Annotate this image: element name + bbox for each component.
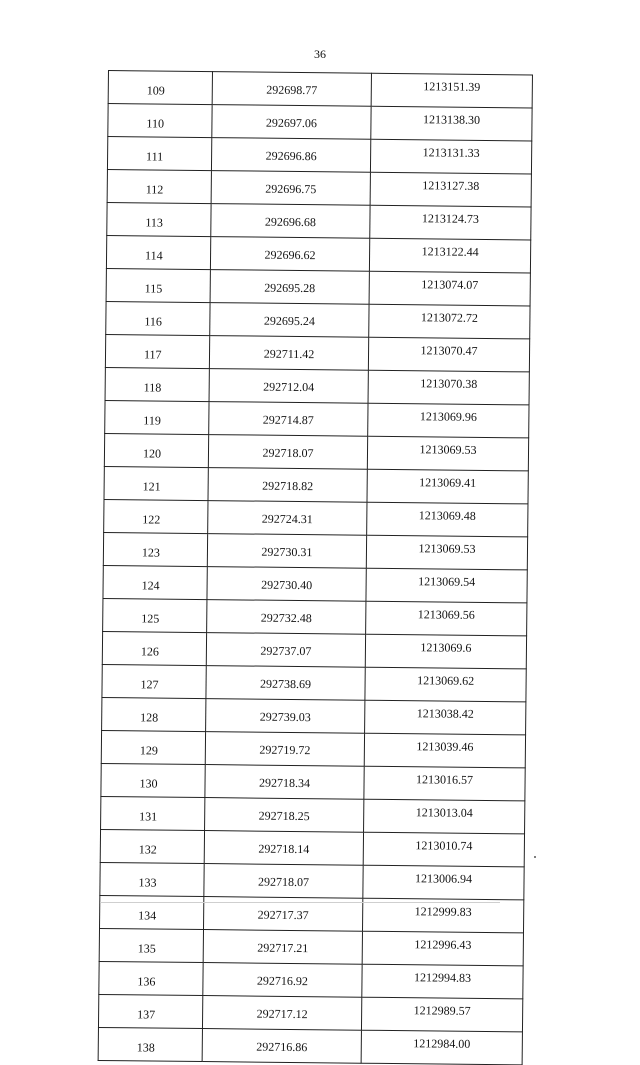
x-coordinate-cell: 292718.34 — [205, 765, 364, 800]
table-row — [102, 631, 526, 668]
x-coordinate-cell: 292717.37 — [204, 897, 363, 932]
x-coordinate-cell: 292696.86 — [211, 138, 370, 173]
y-coordinate-cell: 1212984.00 — [361, 1030, 522, 1065]
table-row — [98, 994, 522, 1031]
coordinates-table — [98, 70, 533, 1065]
y-coordinate-cell: 1212994.83 — [362, 964, 523, 999]
table-row — [105, 367, 529, 404]
x-coordinate-cell: 292718.82 — [208, 468, 367, 503]
point-number-cell: 135 — [99, 928, 203, 962]
table-row — [105, 400, 529, 437]
table-row — [101, 763, 525, 800]
x-coordinate-cell: 292732.48 — [207, 600, 366, 635]
point-number-cell: 116 — [106, 301, 210, 335]
y-coordinate-cell: 1213070.47 — [368, 337, 529, 372]
table-row — [99, 928, 523, 965]
table-row — [101, 730, 525, 767]
table-row — [108, 104, 532, 141]
y-coordinate-cell: 1213038.42 — [365, 700, 526, 735]
y-coordinate-cell: 1213069.53 — [367, 436, 528, 471]
point-number-cell: 109 — [108, 71, 212, 105]
coordinates-table-container — [98, 70, 530, 1065]
y-coordinate-cell: 1213010.74 — [363, 832, 524, 867]
table-row — [107, 137, 531, 174]
x-coordinate-cell: 292695.28 — [210, 270, 369, 305]
x-coordinate-cell: 292717.12 — [202, 996, 361, 1031]
x-coordinate-cell: 292716.92 — [203, 963, 362, 998]
point-number-cell: 136 — [99, 961, 203, 995]
y-coordinate-cell: 1213069.53 — [366, 535, 527, 570]
x-coordinate-cell: 292712.04 — [209, 369, 368, 404]
point-number-cell: 122 — [104, 499, 208, 533]
coordinates-table-body — [98, 71, 532, 1065]
y-coordinate-cell: 1213006.94 — [363, 865, 524, 900]
table-row — [107, 169, 531, 206]
y-coordinate-cell: 1213013.04 — [364, 799, 525, 834]
point-number-cell: 133 — [100, 862, 204, 896]
point-number-cell: 110 — [108, 104, 212, 138]
y-coordinate-cell: 1213069.96 — [368, 403, 529, 438]
table-row — [102, 664, 526, 701]
x-coordinate-cell: 292737.07 — [206, 633, 365, 668]
point-number-cell: 129 — [101, 730, 205, 764]
point-number-cell: 120 — [104, 433, 208, 467]
y-coordinate-cell: 1213069.54 — [366, 568, 527, 603]
point-number-cell: 130 — [101, 763, 205, 797]
x-coordinate-cell: 292711.42 — [209, 336, 368, 371]
page-number: 36 — [314, 47, 326, 61]
table-row — [103, 565, 527, 602]
y-coordinate-cell: 1213151.39 — [371, 73, 532, 108]
point-number-cell: 127 — [102, 664, 206, 698]
table-row — [100, 829, 524, 866]
y-coordinate-cell: 1212996.43 — [362, 931, 523, 966]
y-coordinate-cell: 1213070.38 — [368, 370, 529, 405]
x-coordinate-cell: 292697.06 — [212, 105, 371, 140]
y-coordinate-cell: 1212989.57 — [361, 997, 522, 1032]
y-coordinate-cell: 1213072.72 — [369, 304, 530, 339]
x-coordinate-cell: 292724.31 — [208, 501, 367, 536]
table-row — [108, 71, 532, 108]
point-number-cell: 119 — [105, 400, 209, 434]
y-coordinate-cell: 1213127.38 — [370, 172, 531, 207]
point-number-cell: 111 — [107, 137, 211, 171]
point-number-cell: 114 — [106, 235, 210, 269]
y-coordinate-cell: 1212999.83 — [362, 898, 523, 933]
x-coordinate-cell: 292716.86 — [202, 1029, 361, 1064]
x-coordinate-cell: 292730.40 — [207, 567, 366, 602]
point-number-cell: 123 — [103, 532, 207, 566]
table-row — [106, 301, 530, 338]
scan-edge-line — [100, 902, 500, 903]
x-coordinate-cell: 292718.25 — [205, 798, 364, 833]
table-row — [104, 466, 528, 503]
point-number-cell: 138 — [98, 1027, 202, 1061]
table-row — [107, 202, 531, 239]
point-number-cell: 125 — [103, 598, 207, 632]
table-row — [106, 268, 530, 305]
x-coordinate-cell: 292719.72 — [205, 732, 364, 767]
table-row — [98, 1027, 522, 1064]
y-coordinate-cell: 1213122.44 — [369, 238, 530, 273]
point-number-cell: 112 — [107, 169, 211, 203]
x-coordinate-cell: 292718.07 — [208, 435, 367, 470]
x-coordinate-cell: 292696.62 — [210, 237, 369, 272]
point-number-cell: 128 — [102, 697, 206, 731]
point-number-cell: 113 — [107, 202, 211, 236]
point-number-cell: 131 — [101, 796, 205, 830]
x-coordinate-cell: 292714.87 — [209, 402, 368, 437]
x-coordinate-cell: 292738.69 — [206, 666, 365, 701]
x-coordinate-cell: 292717.21 — [203, 930, 362, 965]
x-coordinate-cell: 292696.75 — [211, 171, 370, 206]
table-row — [103, 532, 527, 569]
point-number-cell: 121 — [104, 466, 208, 500]
y-coordinate-cell: 1213069.48 — [367, 502, 528, 537]
point-number-cell: 118 — [105, 367, 209, 401]
y-coordinate-cell: 1213124.73 — [370, 205, 531, 240]
point-number-cell: 115 — [106, 268, 210, 302]
table-row — [101, 796, 525, 833]
point-number-cell: 124 — [103, 565, 207, 599]
y-coordinate-cell: 1213069.6 — [365, 634, 526, 669]
point-number-cell: 117 — [105, 334, 209, 368]
y-coordinate-cell: 1213016.57 — [364, 766, 525, 801]
x-coordinate-cell: 292696.68 — [211, 204, 370, 239]
table-row — [99, 961, 523, 998]
x-coordinate-cell: 292718.14 — [204, 831, 363, 866]
table-row — [104, 499, 528, 536]
table-row — [105, 334, 529, 371]
y-coordinate-cell: 1213069.62 — [365, 667, 526, 702]
x-coordinate-cell: 292739.03 — [206, 699, 365, 734]
y-coordinate-cell: 1213131.33 — [370, 139, 531, 174]
table-row — [106, 235, 530, 272]
x-coordinate-cell: 292698.77 — [212, 72, 371, 107]
point-number-cell: 137 — [98, 994, 202, 1028]
table-row — [104, 433, 528, 470]
table-row — [100, 862, 524, 899]
x-coordinate-cell: 292695.24 — [210, 303, 369, 338]
table-row — [102, 697, 526, 734]
y-coordinate-cell: 1213039.46 — [364, 733, 525, 768]
x-coordinate-cell: 292730.31 — [207, 534, 366, 569]
y-coordinate-cell: 1213069.41 — [367, 469, 528, 504]
scan-speck — [534, 856, 536, 858]
y-coordinate-cell: 1213074.07 — [369, 271, 530, 306]
y-coordinate-cell: 1213069.56 — [366, 601, 527, 636]
point-number-cell: 126 — [102, 631, 206, 665]
x-coordinate-cell: 292718.07 — [204, 864, 363, 899]
y-coordinate-cell: 1213138.30 — [371, 106, 532, 141]
point-number-cell: 134 — [100, 895, 204, 929]
table-row — [103, 598, 527, 635]
point-number-cell: 132 — [100, 829, 204, 863]
